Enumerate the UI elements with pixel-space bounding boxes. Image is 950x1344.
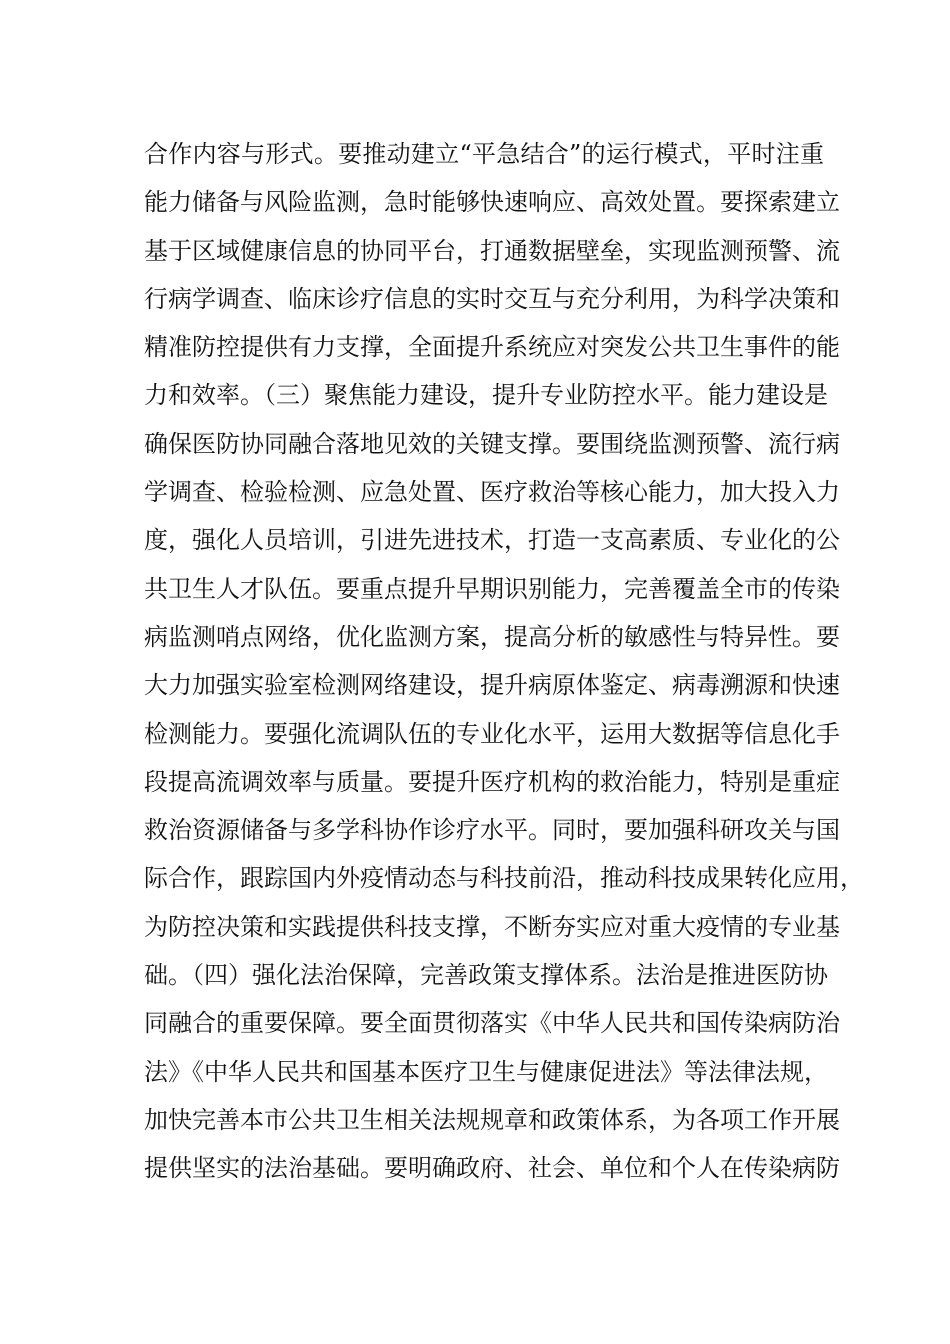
text-line: 确保医防协同融合落地见效的关键支撑。要围绕监测预警、流行病 <box>144 429 840 458</box>
text-line: 基于区域健康信息的协同平台，打通数据壁垒，实现监测预警、流 <box>144 236 840 265</box>
text-line: 提供坚实的法治基础。要明确政府、社会、单位和个人在传染病防 <box>144 1154 840 1183</box>
text-line: 精准防控提供有力支撑，全面提升系统应对突发公共卫生事件的能 <box>144 333 840 362</box>
text-line: 际合作，跟踪国内外疫情动态与科技前沿，推动科技成果转化应用， <box>144 864 864 893</box>
text-line: 段提高流调效率与质量。要提升医疗机构的救治能力，特别是重症 <box>144 767 840 796</box>
text-line: 合作内容与形式。要推动建立“平急结合”的运行模式，平时注重 <box>144 140 824 168</box>
text-line: 为防控决策和实践提供科技支撑，不断夯实应对重大疫情的专业基 <box>144 912 840 941</box>
text-line: 大力加强实验室检测网络建设，提升病原体鉴定、病毒溯源和快速 <box>144 671 840 700</box>
text-line: 础。（四）强化法治保障，完善政策支撑体系。法治是推进医防协 <box>144 961 828 990</box>
text-line: 病监测哨点网络，优化监测方案，提高分析的敏感性与特异性。要 <box>144 622 840 651</box>
text-line: 加快完善本市公共卫生相关法规规章和政策体系，为各项工作开展 <box>144 1105 840 1134</box>
text-line: 学调查、检验检测、应急处置、医疗救治等核心能力，加大投入力 <box>144 478 840 507</box>
text-line: 法》《中华人民共和国基本医疗卫生与健康促进法》等法律法规， <box>144 1057 828 1086</box>
text-line: 行病学调查、临床诊疗信息的实时交互与充分利用，为科学决策和 <box>144 284 840 313</box>
text-line: 度，强化人员培训，引进先进技术，打造一支高素质、专业化的公 <box>144 526 840 555</box>
text-line: 能力储备与风险监测，急时能够快速响应、高效处置。要探索建立 <box>144 188 840 217</box>
body-text <box>144 130 864 1193</box>
text-line: 共卫生人才队伍。要重点提升早期识别能力，完善覆盖全市的传染 <box>144 574 840 603</box>
text-line: 同融合的重要保障。要全面贯彻落实《中华人民共和国传染病防治 <box>144 1009 840 1038</box>
text-line: 救治资源储备与多学科协作诊疗水平。同时，要加强科研攻关与国 <box>144 816 840 845</box>
text-line: 力和效率。（三）聚焦能力建设，提升专业防控水平。能力建设是 <box>144 381 828 410</box>
text-line: 检测能力。要强化流调队伍的专业化水平，运用大数据等信息化手 <box>144 719 840 748</box>
